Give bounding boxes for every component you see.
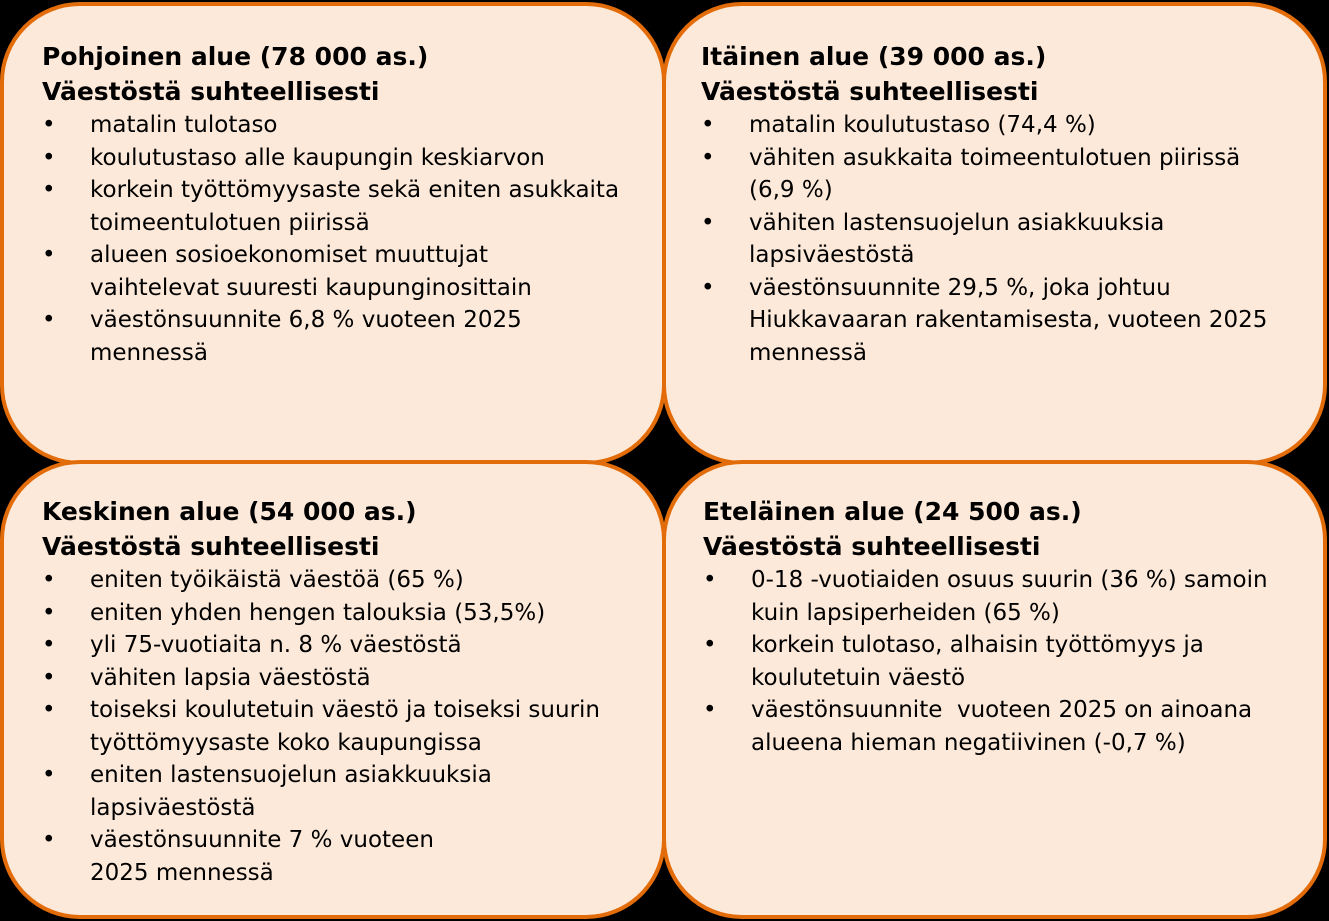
region-item-list [701,109,1303,369]
bullet-icon: • [42,177,56,203]
bullet-icon: • [42,144,56,171]
region-subtitle: Väestöstä suhteellisesti [701,77,1039,106]
list-item [42,109,642,142]
bullet-icon: • [42,567,56,593]
bullet-icon: • [701,112,715,138]
list-item-text: vähiten asukkaita toimeentulotuen piirissä (6,9 %) [749,144,1241,203]
bullet-icon: • [42,762,56,788]
list-item-text: toiseksi koulutetuin väestö ja toiseksi suurin työttömyysaste koko kaupungissa [90,697,600,756]
bullet-icon: • [42,697,56,723]
list-item [42,239,642,304]
region-item-list [42,564,642,889]
list-item [42,304,642,369]
region-subtitle: Väestöstä suhteellisesti [703,532,1041,561]
list-item-text: matalin koulutustaso (74,4 %) [749,112,1096,138]
list-item-text: 0-18 -vuotiaiden osuus suurin (36 %) samoin kuin lapsiperheiden (65 %) [751,567,1268,626]
bullet-icon: • [42,827,56,853]
bullet-icon: • [42,307,56,333]
list-item-text: vähiten lastensuojelun asiakkuuksia lapsiväestöstä [749,209,1165,268]
bullet-icon: • [703,697,717,723]
bullet-icon: • [42,112,56,138]
list-item [703,629,1303,694]
list-item-text: koulutustaso alle kaupungin keskiarvon [90,144,545,171]
list-item-text: yli 75-vuotiaita n. 8 % väestöstä [90,632,462,658]
list-item [703,694,1303,759]
list-item [703,564,1303,629]
list-item [701,272,1303,370]
list-item [701,207,1303,272]
list-item-text: eniten yhden hengen talouksia (53,5%) [90,599,546,626]
bullet-icon: • [42,632,56,658]
bullet-icon: • [42,242,56,268]
region-subtitle: Väestöstä suhteellisesti [42,532,380,561]
list-item [42,629,642,662]
region-subtitle: Väestöstä suhteellisesti [42,77,380,106]
region-item-list [703,564,1303,759]
list-item-text: eniten lastensuojelun asiakkuuksia lapsiväestöstä [90,762,492,821]
region-panel-south [662,460,1327,919]
list-item [42,694,642,759]
list-item [42,597,642,630]
list-item [701,109,1303,142]
region-title: Pohjoinen alue (78 000 as.) [42,42,429,71]
list-item-text: vähiten lapsia väestöstä [90,664,371,691]
region-title: Eteläinen alue (24 500 as.) [703,497,1082,526]
bullet-icon: • [42,599,56,626]
list-item [42,564,642,597]
list-item [42,824,642,889]
list-item-text: alueen sosioekonomiset muuttujat vaihtelevat suuresti kaupunginosittain [90,242,532,301]
list-item-text: väestönsuunnite 7 % vuoteen 2025 mennessä [90,827,434,886]
list-item [701,142,1303,207]
list-item-text: eniten työikäistä väestöä (65 %) [90,567,464,593]
list-item [42,142,642,175]
list-item-text: korkein tulotaso, alhaisin työttömyys ja koulutetuin väestö [751,632,1204,691]
region-item-list [42,109,642,369]
list-item [42,662,642,695]
region-panel-central [0,460,666,919]
list-item-text: väestönsuunnite 6,8 % vuoteen 2025 mennessä [90,307,522,366]
bullet-icon: • [701,274,715,301]
list-item [42,174,642,239]
bullet-icon: • [42,664,56,691]
list-item-text: korkein työttömyysaste sekä eniten asukkaita toimeentulotuen piirissä [90,177,620,236]
region-title: Keskinen alue (54 000 as.) [42,497,417,526]
list-item [42,759,642,824]
region-panel-east [662,2,1327,465]
bullet-icon: • [701,144,715,171]
bullet-icon: • [703,567,717,593]
list-item-text: väestönsuunnite vuoteen 2025 on ainoana alueena hieman negatiivinen (-0,7 %) [751,697,1260,756]
bullet-icon: • [701,209,715,236]
bullet-icon: • [703,632,717,658]
region-title: Itäinen alue (39 000 as.) [701,42,1047,71]
list-item-text: väestönsuunnite 29,5 %, joka johtuu Hiukkavaaran rakentamisesta, vuoteen 2025 mennessä [749,274,1268,366]
list-item-text: matalin tulotaso [90,112,278,138]
region-panel-north [0,2,666,465]
